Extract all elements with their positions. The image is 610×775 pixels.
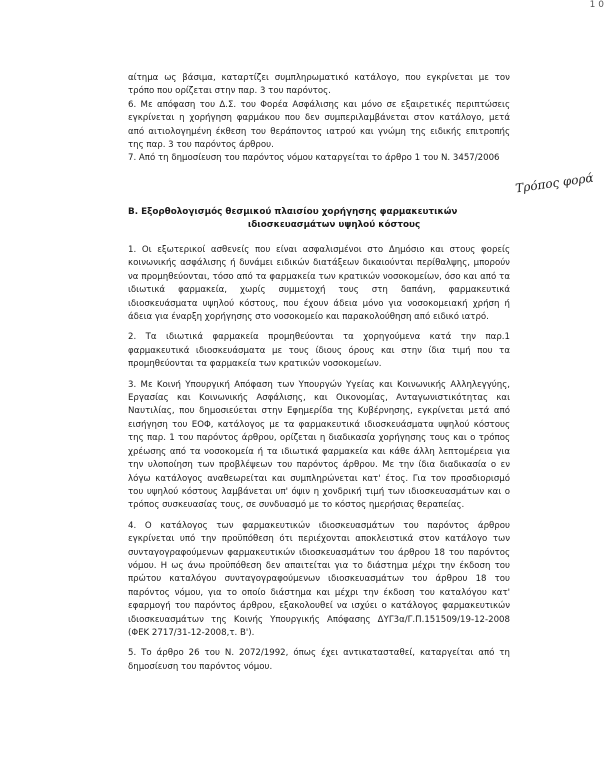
paragraph: 5. Το άρθρο 26 του Ν. 2072/1992, όπως έχει αντικατασταθεί, καταργείται από τη δημοσίευση του παρόντος νόμου.	[128, 648, 510, 672]
section-heading-line2: ιδιοσκευασμάτων υψηλού κόστους	[247, 220, 421, 230]
body-section	[128, 244, 510, 681]
paragraph: 2. Τα ιδιωτικά φαρμακεία προμηθεύονται τα χορηγούμενα κατά την παρ.1 φαρμακευτικά ιδιοσκευάσματα με τους ίδιους όρους και στην ίδια τιμή που τα προμηθεύονται τα φαρμακεία των κρατικών νοσοκομείων.	[128, 332, 510, 370]
section-heading	[128, 206, 510, 232]
top-section	[128, 72, 510, 166]
paragraph: αίτημα ως βάσιμα, καταρτίζει συμπληρωματικό κατάλογο, που εγκρίνεται με τον τρόπο που ορίζεται στην παρ. 3 του παρόντος.	[128, 73, 510, 97]
paragraph: 1. Οι εξωτερικοί ασθενείς που είναι ασφαλισμένοι στο Δημόσιο και στους φορείς κοινωνικής ασφάλισης ή δυνάμει ειδικών διατάξεων δικαιούνται περίθαλψης, μπορούν να προμηθεύονται, τόσο από τα φαρμακεία των κρατικών νοσοκομείων, όσο και από τα ιδιωτικά φαρμακεία, χωρίς συμμετοχή τους στη δαπάνη, φαρμακευτικά ιδιοσκευάσματα υψηλού κόστους, που έχουν άδεια μόνο για νοσοκομειακή χρήση ή άδεια για έναρξη χορήγησης στο νοσοκομείο και παρακολούθηση από ειδικό ιατρό.	[128, 245, 510, 323]
paragraph: 3. Με Κοινή Υπουργική Απόφαση των Υπουργών Υγείας και Κοινωνικής Αλληλεγγύης, Εργασίας και Κοινωνικής Ασφάλισης, και Οικονομίας, Ανταγωνιστικότητας και Ναυτιλίας, που δημοσιεύεται στην Εφημερίδα της Κυβέρνησης, εγκρίνεται μετά από εισήγηση του ΕΟΦ, κατάλογος με τα φαρμακευτικά ιδιοσκευάσματα υψηλού κόστους της παρ. 1 του παρόντος άρθρου, ορίζεται η διαδικασία χορήγησης τους και ο τρόπος χρέωσης από τα νοσοκομεία ή τα ιδιωτικά φαρμακεία και κάθε άλλη λεπτομέρεια για την υλοποίηση των προβλέψεων του παρόντος άρθρου. Με την ίδια διαδικασία ο εν λόγω κατάλογος αναθεωρείται και συμπληρώνεται κατ' έτος. Για τον προσδιορισμό του υψηλού κόστους λαμβάνεται υπ' όψιν η χονδρική τιμή των ιδιοσκευασμάτων και ο τρόπος συσκευασίας τους, σε συνδυασμό με το κόστος ημερήσιας θεραπείας.	[128, 379, 510, 511]
paragraph: 7. Από τη δημοσίευση του παρόντος νόμου καταργείται το άρθρο 1 του Ν. 3457/2006	[128, 153, 500, 164]
corner-mark: 1 0	[589, 0, 604, 10]
section-heading-line1: Β. Εξορθολογισμός θεσμικού πλαισίου χορήγησης φαρμακευτικών	[128, 207, 458, 217]
paragraph: 4. Ο κατάλογος των φαρμακευτικών ιδιοσκευασμάτων του παρόντος άρθρου εγκρίνεται υπό την προϋπόθεση ότι περιέχονται αποκλειστικά στον κατάλογο των συνταγογραφούμενων φαρμακευτικών ιδιοσκευασμάτων του άρθρου 18 του παρόντος νόμου. Η ως άνω προϋπόθεση δεν απαιτείται για το διάστημα μέχρι την έκδοση του πρώτου καταλόγου συνταγογραφούμενων ιδιοσκευασμάτων του άρθρου 18 του παρόντος νόμου, για το οποίο διάστημα και μέχρι την έκδοση του καταλόγου κατ' εφαρμογή του παρόντος άρθρου, εξακολουθεί να ισχύει ο κατάλογος φαρμακευτικών ιδιοσκευασμάτων της Κοινής Υπουργικής Απόφασης ΔΥΓ3α/Γ.Π.151509/19-12-2008 (ΦΕΚ 2717/31-12-2008,τ. Β').	[128, 520, 510, 638]
paragraph: 6. Με απόφαση του Δ.Σ. του Φορέα Ασφάλισης και μόνο σε εξαιρετικές περιπτώσεις εγκρίνεται η χορήγηση φαρμάκου που δεν συμπεριλαμβάνεται στον κατάλογο, μετά από αιτιολογημένη έκθεση του θεράποντος ιατρού και γνώμη της ειδικής επιτροπής της παρ. 3 του παρόντος άρθρου.	[128, 99, 510, 151]
handwritten-note: Τρόπος φορά	[514, 170, 595, 196]
